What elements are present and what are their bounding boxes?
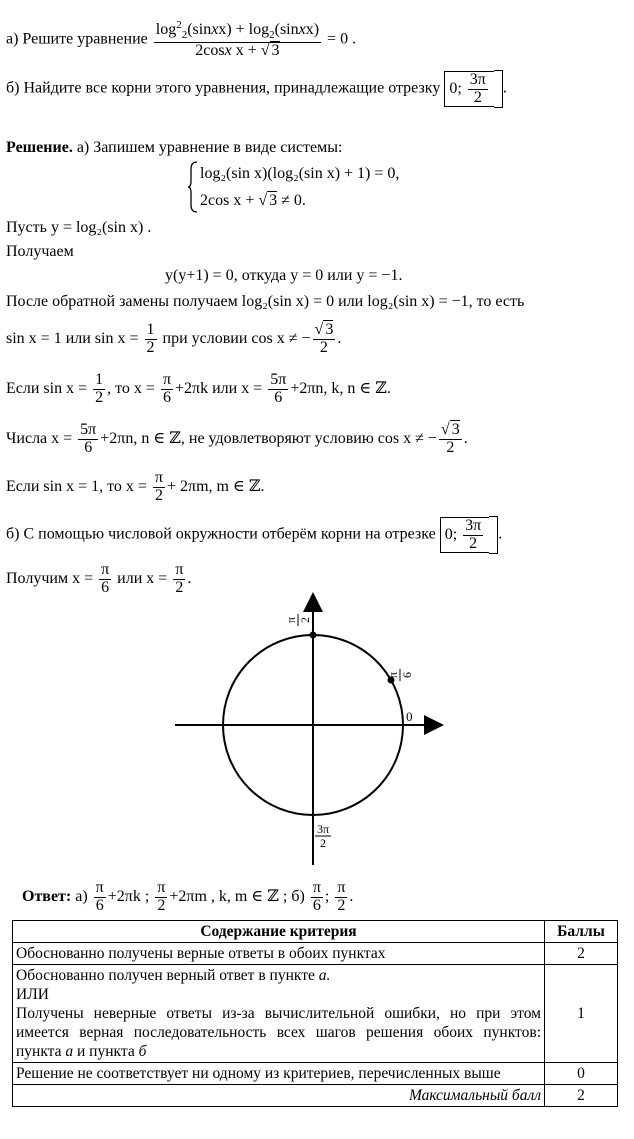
- system-line-2: 2cos x + √ 3 ≠ 0.: [200, 192, 306, 209]
- solution-head: Решение. а) Запишем уравнение в виде системы:: [6, 139, 343, 156]
- let-line: Пусть y = log₂(sin x) .: [6, 219, 152, 236]
- segment-right-bracket: [494, 70, 503, 108]
- system-line-1: log₂(sin x)(log₂(sin x) + 1) = 0,: [200, 165, 400, 182]
- obtain-line: Получаем: [6, 243, 74, 260]
- part-b-line: б) С помощью числовой окружности отберём корни на отрезке 0; $\frac{3\pi}{2}$ .: [6, 516, 502, 554]
- svg-text:2: 2: [298, 617, 312, 623]
- svg-text:6: 6: [400, 672, 414, 678]
- label-pi-2: [284, 614, 312, 626]
- criteria-table: [12, 920, 618, 1107]
- table-row-max: Максимальный балл 2: [13, 1085, 618, 1107]
- label-zero: 0: [406, 709, 413, 724]
- table-row: Обоснованно получены верные ответы в обоих пунктах 2: [13, 943, 618, 965]
- numbers-line: Числа x = $\frac{5\pi}{6}$ +2πn, n ∈ ℤ, не удовлетворяют условию cos x ≠ − $\frac{√ 3}{2}$ .: [6, 421, 468, 456]
- table-row: Решение не соответствует ни одному из критериев, перечисленных выше 0: [13, 1063, 618, 1085]
- condition-line: sin x = 1 или sin x = $\frac{1}{2}$ при условии cos x ≠ − $\frac{√ 3}{2}$ .: [6, 321, 342, 356]
- table-row: Обоснованно получен верный ответ в пункте а. ИЛИ Получены неверные ответы из-за вычислительной ошибки, но при этом имеется верная последовательность всех шагов решения обоих пунктов: пункта а и пункта б 1: [13, 965, 618, 1063]
- y-equation: y(y+1) = 0, откуда y = 0 или y = −1.: [165, 267, 403, 284]
- system-brace: [188, 161, 198, 213]
- back-substitution: После обратной замены получаем log₂(sin x) = 0 или log₂(sin x) = −1, то есть: [6, 293, 525, 310]
- header-criteria: Содержание критерия: [13, 921, 545, 943]
- answer-label: Ответ:: [22, 887, 72, 905]
- svg-text:π: π: [386, 671, 400, 679]
- obtain-roots: Получим x = $\frac{\pi}{6}$ или x = $\frac{\pi}{2}$ .: [6, 561, 192, 596]
- task-b: б) Найдите все корни этого уравнения, принадлежащие отрезку 0; $\frac{3\pi}{2}$ .: [6, 70, 507, 108]
- segment-left-bracket: 0; $\frac{3\pi}{2}$: [444, 71, 494, 108]
- svg-text:π: π: [284, 616, 298, 624]
- if-sin-half: Если sin x = $\frac{1}{2}$ , то x = $\frac{\pi}{6}$ +2πk или x = $\frac{5\pi}{6}$ +2πn, k, n ∈ ℤ.: [6, 371, 391, 406]
- solution-title: Решение.: [6, 139, 73, 156]
- task-b-label: б) Найдите все корни этого уравнения, принадлежащие отрезку: [6, 79, 441, 97]
- label-3pi-2: [315, 822, 331, 850]
- if-sin-one: Если sin x = 1, то x = $\frac{\pi}{2}$ + 2πm, m ∈ ℤ.: [6, 469, 265, 504]
- header-points: Баллы: [545, 921, 618, 943]
- svg-text:2: 2: [320, 836, 326, 850]
- svg-text:3π: 3π: [316, 822, 330, 836]
- equation-numerator: $\log^2_2(sinxx)$ + $\log_2(sinxx)$: [155, 19, 320, 41]
- equation-denominator: 2cosx x + √ 3: [195, 41, 280, 59]
- task-a: [6, 20, 356, 59]
- point-pi-2: [310, 632, 317, 639]
- equation-rhs: = 0 .: [327, 30, 357, 48]
- task-a-label: а) Решите уравнение: [6, 30, 148, 48]
- number-circle: [160, 590, 450, 870]
- answer-line: Ответ: а) $\frac{\pi}{6}$ +2πk ; $\frac{\pi}{2}$ +2πm , k, m ∈ ℤ ; б) $\frac{\pi}{6}$ ; $\frac{\pi}{2}$ .: [22, 879, 354, 914]
- table-header: [13, 921, 618, 943]
- task-a-equation-fraction: [154, 20, 321, 59]
